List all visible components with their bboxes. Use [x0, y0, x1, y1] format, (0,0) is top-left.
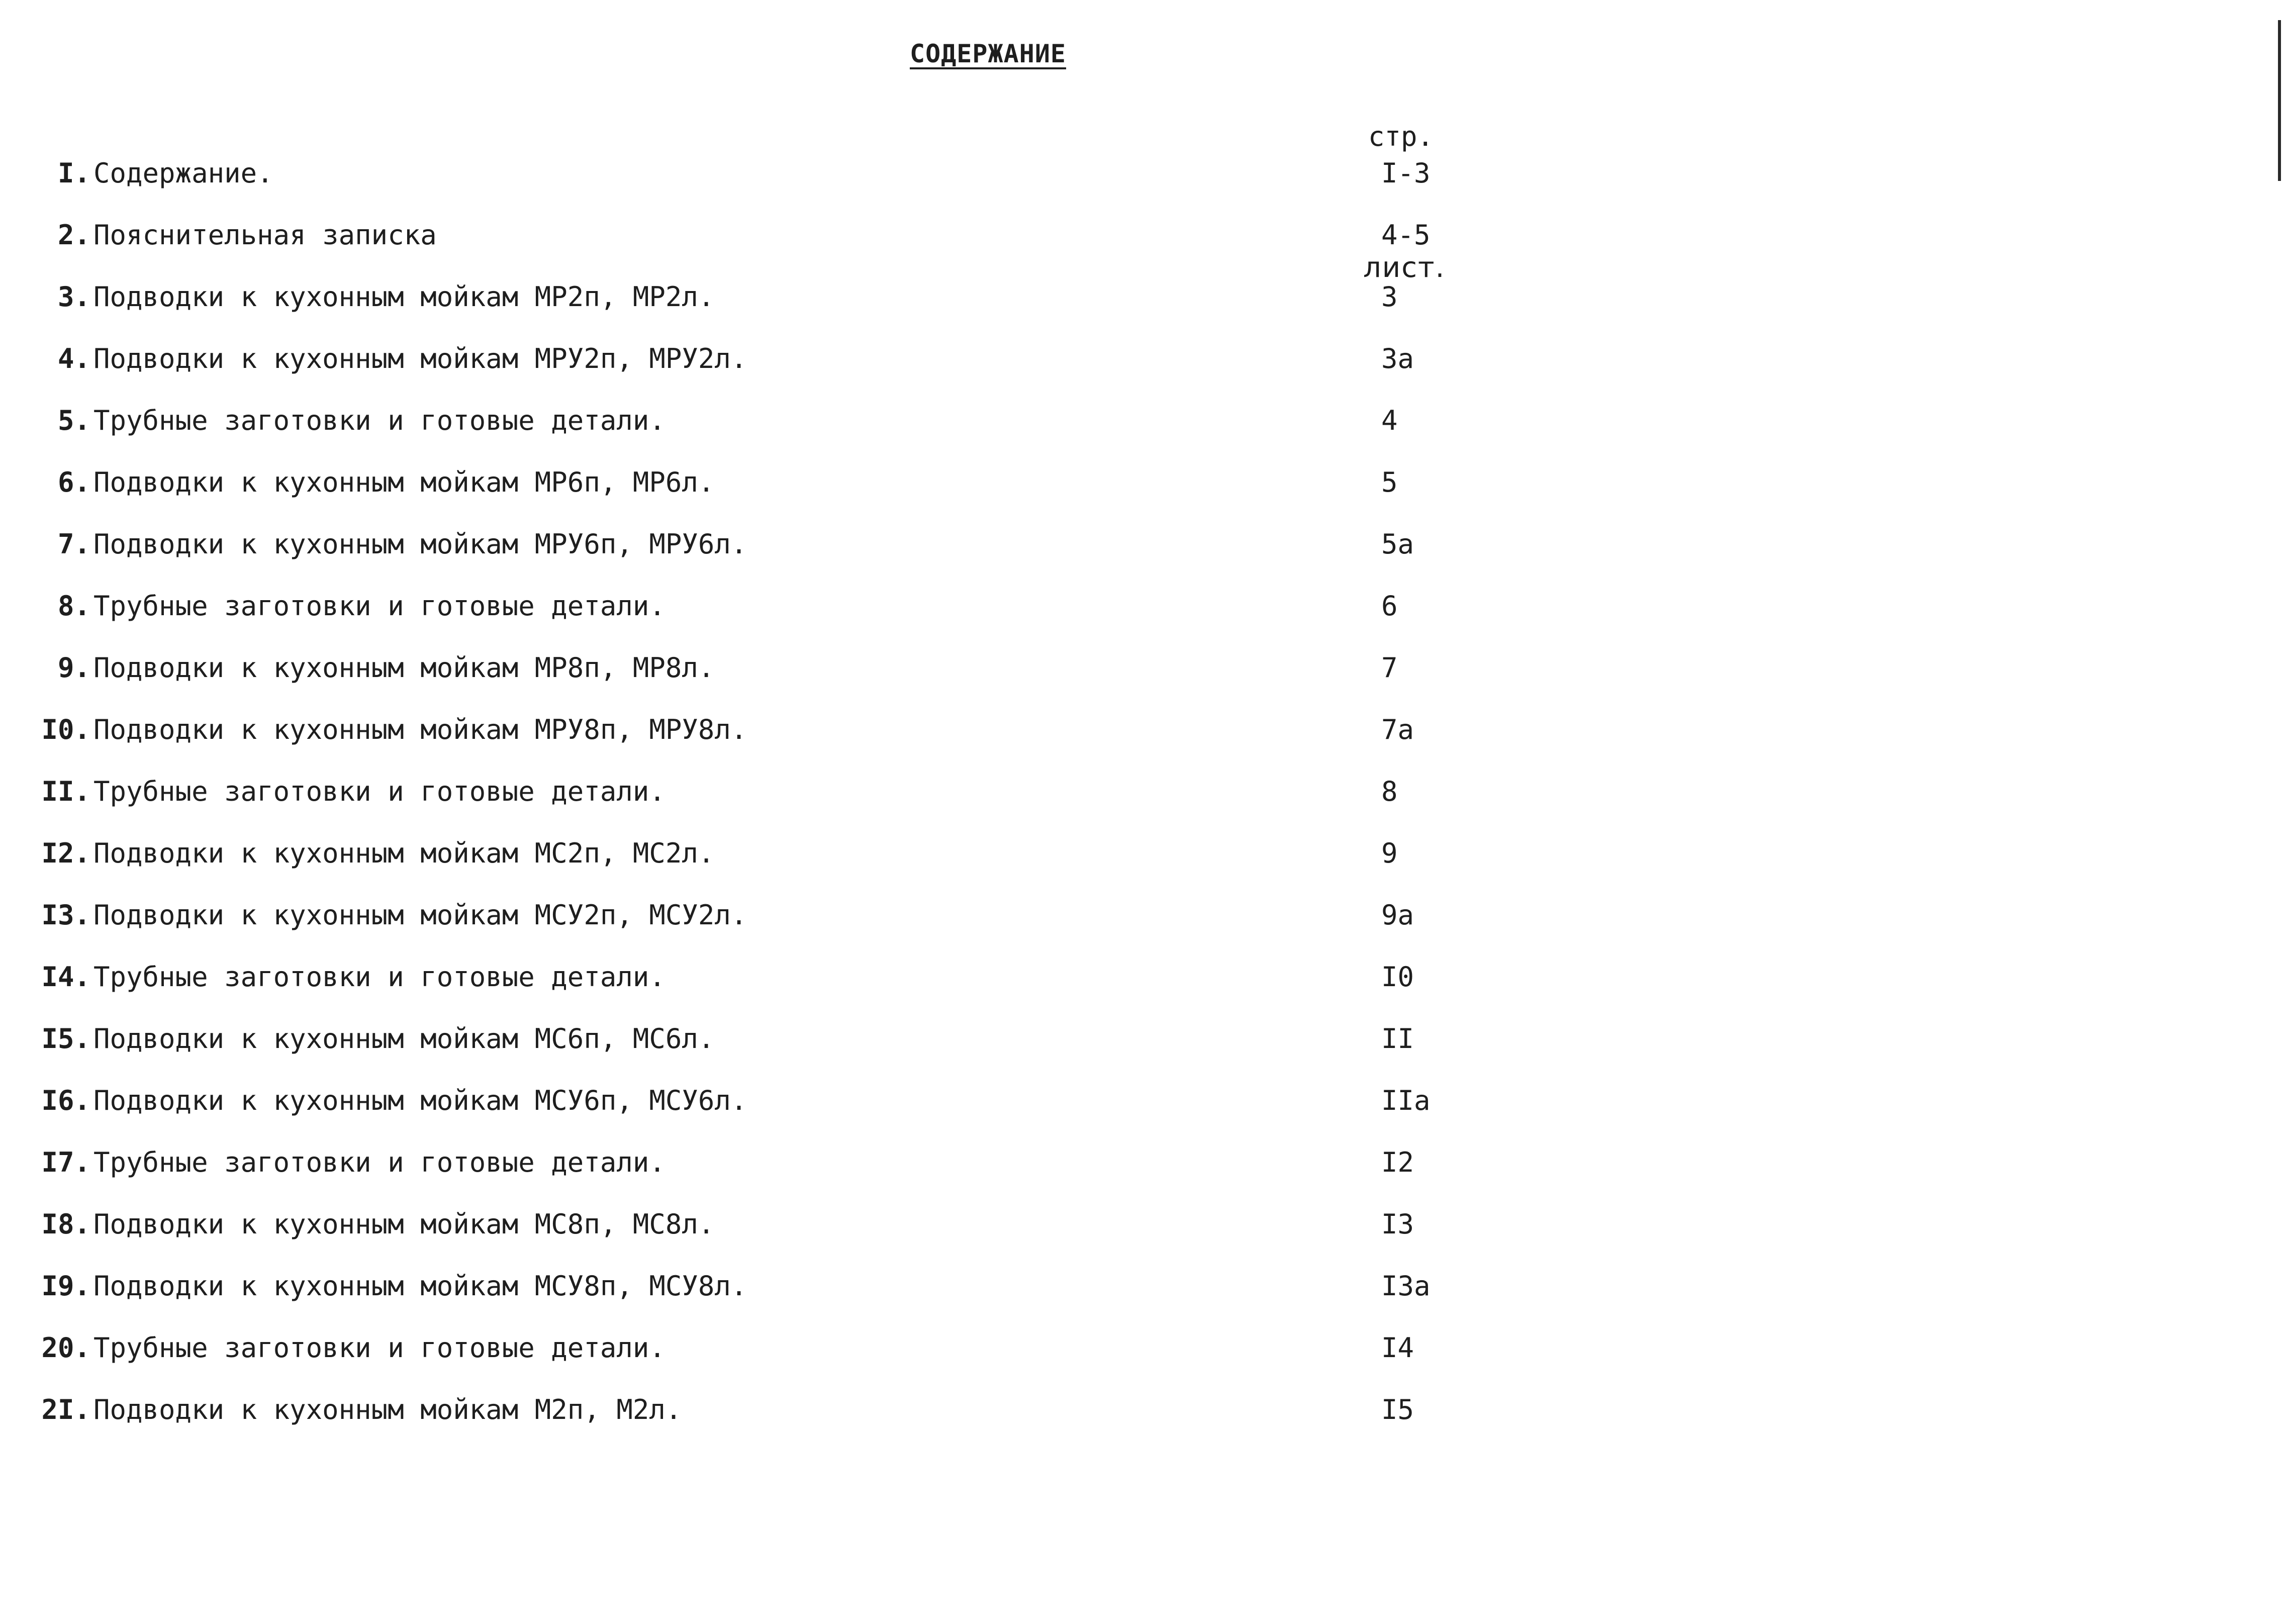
toc-title: Подводки к кухонным мойкам МРУ8п, МРУ8л. [93, 714, 747, 745]
toc-number: I0. [41, 714, 90, 745]
toc-row [0, 1202, 1558, 1247]
toc-title: Подводки к кухонным мойкам МСУ8п, МСУ8л. [93, 1270, 747, 1302]
toc-title: Подводки к кухонным мойкам МРУ2п, МРУ2л. [93, 343, 747, 374]
toc-page: 5а [1381, 528, 1414, 560]
toc-number: I3. [41, 899, 90, 931]
toc-row [0, 1387, 1558, 1432]
toc-row [0, 645, 1558, 691]
toc-title: Трубные заготовки и готовые детали. [93, 1332, 665, 1364]
toc-page: 9а [1381, 899, 1414, 931]
toc-number: 8. [57, 590, 90, 622]
toc-page: 6 [1381, 590, 1398, 622]
toc-number: 2. [57, 219, 90, 251]
toc-row [0, 1325, 1558, 1371]
toc-page: 3а [1381, 343, 1414, 374]
toc-title: Подводки к кухонным мойкам МРУ6п, МРУ6л. [93, 528, 747, 560]
toc-number: I2. [41, 837, 90, 869]
toc-title: Пояснительная записка [93, 219, 437, 251]
toc-page: 5 [1381, 466, 1398, 498]
toc-row [0, 831, 1558, 876]
toc-row [0, 769, 1558, 814]
toc-page: I4 [1381, 1332, 1414, 1364]
toc-page: I2 [1381, 1147, 1414, 1178]
toc-row [0, 213, 1558, 258]
toc-number: 6. [57, 466, 90, 498]
toc-row [0, 336, 1558, 381]
sheet-note: лист. [1363, 251, 1446, 284]
toc-page: IIа [1381, 1085, 1431, 1116]
toc-page: I3а [1381, 1270, 1431, 1302]
toc-title: Подводки к кухонным мойкам М2п, М2л. [93, 1394, 682, 1425]
toc-number: I6. [41, 1085, 90, 1116]
toc-page: I-3 [1381, 157, 1431, 189]
toc-title: Трубные заготовки и готовые детали. [93, 405, 665, 436]
toc-title: Трубные заготовки и готовые детали. [93, 961, 665, 993]
toc-number: II. [41, 776, 90, 807]
toc-row [0, 274, 1558, 320]
toc-page: 3 [1381, 281, 1398, 313]
toc-title: Подводки к кухонным мойкам МР2п, МР2л. [93, 281, 715, 313]
toc-page: 7 [1381, 652, 1398, 684]
toc-number: I8. [41, 1208, 90, 1240]
toc-row [0, 460, 1558, 505]
toc-number: I5. [41, 1023, 90, 1055]
toc-number: 5. [57, 405, 90, 436]
toc-row [0, 1140, 1558, 1185]
toc-number: 2I. [41, 1394, 90, 1425]
toc-page: II [1381, 1023, 1414, 1055]
toc-page: I5 [1381, 1394, 1414, 1425]
toc-row [0, 151, 1558, 196]
toc-page: 7а [1381, 714, 1414, 745]
toc-number: I4. [41, 961, 90, 993]
toc-number: 3. [57, 281, 90, 313]
toc-row [0, 1078, 1558, 1123]
toc-title: Подводки к кухонным мойкам МС8п, МС8л. [93, 1208, 715, 1240]
toc-number: I. [57, 157, 90, 189]
toc-title: Трубные заготовки и готовые детали. [93, 1147, 665, 1178]
toc-number: 4. [57, 343, 90, 374]
toc-page: 8 [1381, 776, 1398, 807]
toc-title: Подводки к кухонным мойкам МСУ6п, МСУ6л. [93, 1085, 747, 1116]
toc-title: Подводки к кухонным мойкам МСУ2п, МСУ2л. [93, 899, 747, 931]
toc-number: I7. [41, 1147, 90, 1178]
page-column-header: стр. [1368, 121, 1434, 152]
toc-title: Подводки к кухонным мойкам МС2п, МС2л. [93, 837, 715, 869]
toc-row [0, 707, 1558, 752]
toc-title: Трубные заготовки и готовые детали. [93, 590, 665, 622]
toc-row [0, 584, 1558, 629]
toc-number: I9. [41, 1270, 90, 1302]
page-title: СОДЕРЖАНИЕ [910, 39, 1067, 68]
toc-title: Подводки к кухонным мойкам МР6п, МР6л. [93, 466, 715, 498]
toc-row [0, 398, 1558, 443]
toc-page: 9 [1381, 837, 1398, 869]
toc-row [0, 522, 1558, 567]
toc-row [0, 954, 1558, 1000]
toc-number: 7. [57, 528, 90, 560]
toc-row [0, 1016, 1558, 1062]
toc-title: Подводки к кухонным мойкам МР8п, МР8л. [93, 652, 715, 684]
toc-row [0, 893, 1558, 938]
toc-number: 9. [57, 652, 90, 684]
toc-page: 4-5 [1381, 219, 1431, 251]
toc-page: 4 [1381, 405, 1398, 436]
toc-title: Подводки к кухонным мойкам МС6п, МС6л. [93, 1023, 715, 1055]
toc-row [0, 1264, 1558, 1309]
toc-page: I0 [1381, 961, 1414, 993]
toc-number: 20. [41, 1332, 90, 1364]
toc-title: Содержание. [93, 157, 273, 189]
toc-page: I3 [1381, 1208, 1414, 1240]
toc-title: Трубные заготовки и готовые детали. [93, 776, 665, 807]
